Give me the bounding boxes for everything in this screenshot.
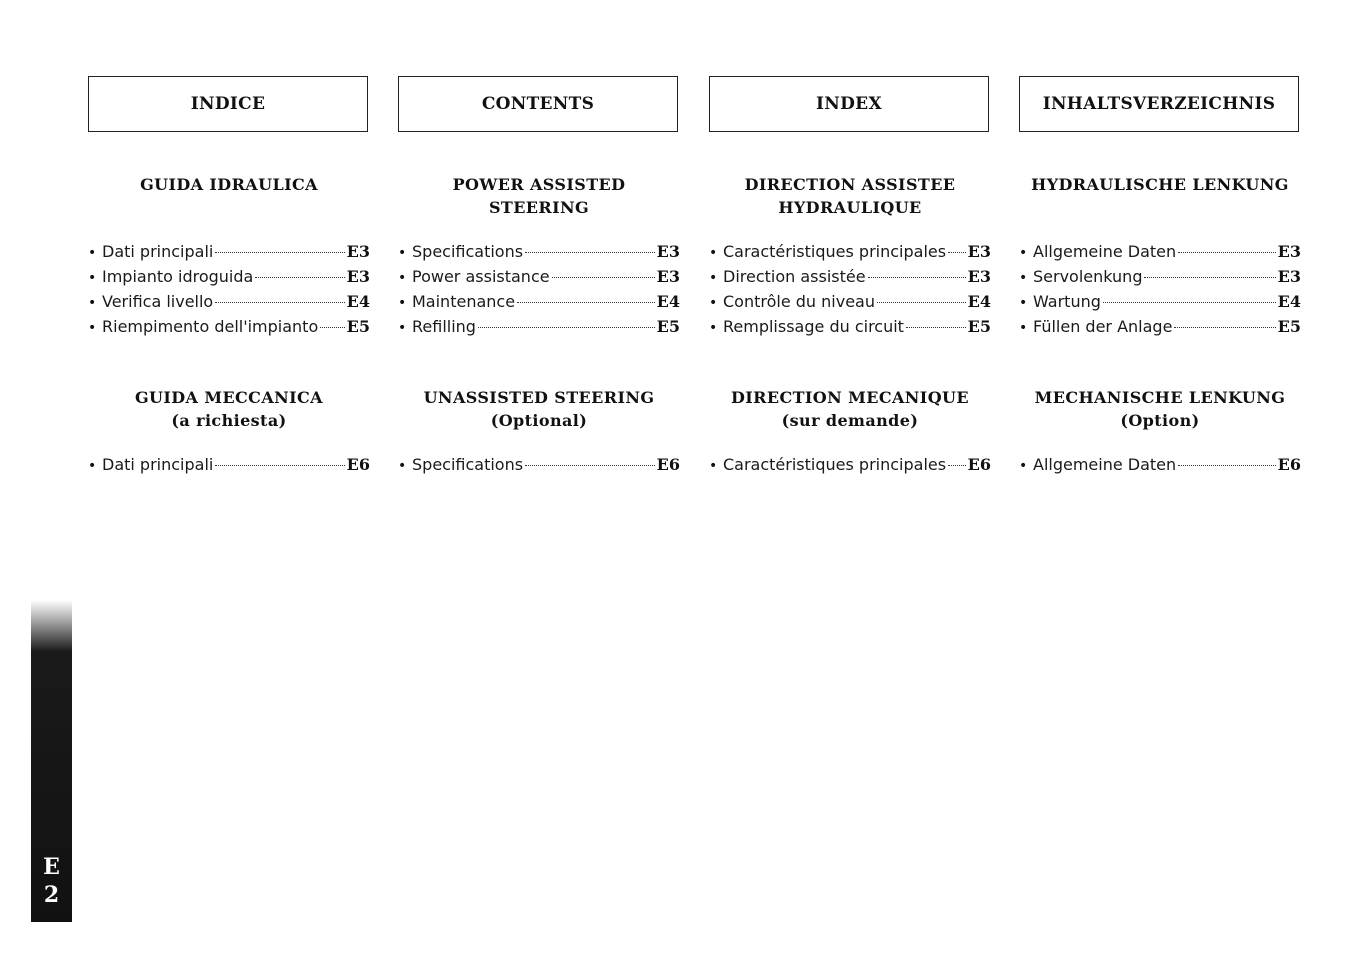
toc-list — [88, 455, 370, 480]
entry-page: E4 — [656, 292, 680, 311]
toc-entry[interactable] — [88, 267, 370, 292]
entry-page: E5 — [346, 317, 370, 336]
entry-page: E3 — [346, 242, 370, 261]
dot-leader — [948, 465, 966, 466]
bullet-icon: • — [709, 458, 718, 474]
toc-entry[interactable] — [398, 292, 680, 317]
entry-page: E3 — [656, 267, 680, 286]
entry-page: E4 — [1277, 292, 1301, 311]
toc-entry[interactable] — [398, 317, 680, 342]
bullet-icon: • — [709, 245, 718, 261]
dot-leader — [478, 327, 655, 328]
section-title-line: (sur demande) — [781, 411, 919, 430]
dot-leader — [906, 327, 966, 328]
section-title — [1019, 173, 1301, 196]
bullet-icon: • — [1019, 320, 1028, 336]
bullet-icon: • — [88, 270, 97, 286]
bullet-icon: • — [398, 270, 407, 286]
entry-label: Impianto idroguida — [102, 267, 254, 286]
section-title-line: GUIDA MECCANICA — [134, 388, 323, 407]
dot-leader — [1178, 252, 1276, 253]
section-title-line: (Option) — [1120, 411, 1200, 430]
entry-label: Allgemeine Daten — [1033, 242, 1177, 261]
bullet-icon: • — [1019, 270, 1028, 286]
toc-entry[interactable] — [709, 317, 991, 342]
toc-entry[interactable] — [88, 455, 370, 480]
bullet-icon: • — [709, 270, 718, 286]
toc-list — [398, 455, 680, 480]
entry-page: E4 — [967, 292, 991, 311]
entry-page: E5 — [1277, 317, 1301, 336]
toc-entry[interactable] — [88, 292, 370, 317]
entry-label: Allgemeine Daten — [1033, 455, 1177, 474]
bullet-icon: • — [398, 295, 407, 311]
dot-leader — [868, 277, 966, 278]
bullet-icon: • — [88, 245, 97, 261]
toc-list — [398, 242, 680, 342]
toc-entry[interactable] — [709, 267, 991, 292]
toc-list — [709, 455, 991, 480]
header-box: CONTENTS — [398, 76, 678, 132]
entry-page: E3 — [346, 267, 370, 286]
dot-leader — [877, 302, 966, 303]
tab-letter: E — [43, 854, 60, 880]
bullet-icon: • — [1019, 245, 1028, 261]
header-box: INDICE — [88, 76, 368, 132]
entry-page: E5 — [967, 317, 991, 336]
dot-leader — [1174, 327, 1275, 328]
section-title — [709, 173, 991, 219]
section-title — [398, 173, 680, 219]
toc-list — [1019, 242, 1301, 342]
bullet-icon: • — [709, 295, 718, 311]
entry-page: E6 — [1277, 455, 1301, 474]
toc-list — [1019, 455, 1301, 480]
section-title-line: UNASSISTED STEERING — [423, 388, 655, 407]
entry-label: Servolenkung — [1033, 267, 1143, 286]
section-title-line: POWER ASSISTED — [452, 175, 626, 194]
header-box: INDEX — [709, 76, 989, 132]
entry-page: E3 — [1277, 267, 1301, 286]
entry-label: Specifications — [412, 242, 524, 261]
dot-leader — [525, 465, 655, 466]
entry-page: E5 — [656, 317, 680, 336]
entry-label: Riempimento dell'impianto — [102, 317, 319, 336]
entry-page: E3 — [656, 242, 680, 261]
bullet-icon: • — [88, 295, 97, 311]
section-title — [398, 386, 680, 432]
bullet-icon: • — [88, 320, 97, 336]
toc-list — [88, 242, 370, 342]
section-title-line: (a richiesta) — [171, 411, 287, 430]
section-title-line: STEERING — [488, 198, 590, 217]
bullet-icon: • — [1019, 295, 1028, 311]
entry-page: E6 — [656, 455, 680, 474]
section-title-line: DIRECTION MECANIQUE — [731, 388, 969, 407]
entry-label: Maintenance — [412, 292, 516, 311]
dot-leader — [215, 252, 344, 253]
bullet-icon: • — [398, 458, 407, 474]
entry-page: E3 — [967, 242, 991, 261]
toc-entry[interactable] — [1019, 267, 1301, 292]
toc-entry[interactable] — [1019, 317, 1301, 342]
bullet-icon: • — [1019, 458, 1028, 474]
dot-leader — [215, 465, 344, 466]
entry-label: Power assistance — [412, 267, 550, 286]
section-title-line: MECHANISCHE LENKUNG — [1034, 388, 1286, 407]
entry-label: Remplissage du circuit — [723, 317, 904, 336]
entry-page: E4 — [346, 292, 370, 311]
entry-label: Füllen der Anlage — [1033, 317, 1173, 336]
dot-leader — [552, 277, 655, 278]
dot-leader — [1178, 465, 1276, 466]
toc-entry[interactable] — [709, 455, 991, 480]
bullet-icon: • — [398, 320, 407, 336]
toc-entry[interactable] — [88, 317, 370, 342]
section-title — [709, 386, 991, 432]
toc-entry[interactable] — [398, 242, 680, 267]
section-title-line: HYDRAULISCHE LENKUNG — [1031, 175, 1289, 194]
dot-leader — [320, 327, 344, 328]
section-title-line: (Optional) — [490, 411, 588, 430]
section-title-line: DIRECTION ASSISTEE — [744, 175, 956, 194]
toc-entry[interactable] — [1019, 292, 1301, 317]
header-box: INHALTSVERZEICHNIS — [1019, 76, 1299, 132]
entry-label: Wartung — [1033, 292, 1101, 311]
entry-page: E6 — [346, 455, 370, 474]
toc-entry[interactable] — [88, 242, 370, 267]
section-title — [88, 386, 370, 432]
bullet-icon: • — [709, 320, 718, 336]
section-title-line: HYDRAULIQUE — [778, 198, 922, 217]
entry-label: Verifica livello — [102, 292, 214, 311]
toc-entry[interactable] — [1019, 242, 1301, 267]
dot-leader — [1144, 277, 1275, 278]
tab-page-number: 2 — [43, 882, 60, 908]
dot-leader — [255, 277, 344, 278]
toc-entry[interactable] — [398, 267, 680, 292]
dot-leader — [215, 302, 344, 303]
entry-label: Caractéristiques principales — [723, 242, 947, 261]
dot-leader — [1103, 302, 1276, 303]
entry-label: Direction assistée — [723, 267, 866, 286]
dot-leader — [948, 252, 966, 253]
entry-label: Refilling — [412, 317, 476, 336]
entry-label: Specifications — [412, 455, 524, 474]
entry-page: E3 — [1277, 242, 1301, 261]
section-title — [1019, 386, 1301, 432]
entry-label: Dati principali — [102, 455, 214, 474]
entry-label: Dati principali — [102, 242, 214, 261]
bullet-icon: • — [398, 245, 407, 261]
dot-leader — [525, 252, 655, 253]
toc-entry[interactable] — [709, 292, 991, 317]
entry-page: E6 — [967, 455, 991, 474]
section-side-tab — [31, 600, 72, 922]
dot-leader — [517, 302, 655, 303]
entry-label: Caractéristiques principales — [723, 455, 947, 474]
toc-entry[interactable] — [709, 242, 991, 267]
toc-entry[interactable] — [398, 455, 680, 480]
bullet-icon: • — [88, 458, 97, 474]
section-title — [88, 173, 370, 196]
entry-page: E3 — [967, 267, 991, 286]
toc-entry[interactable] — [1019, 455, 1301, 480]
entry-label: Contrôle du niveau — [723, 292, 875, 311]
toc-list — [709, 242, 991, 342]
section-title-line: GUIDA IDRAULICA — [140, 175, 318, 194]
